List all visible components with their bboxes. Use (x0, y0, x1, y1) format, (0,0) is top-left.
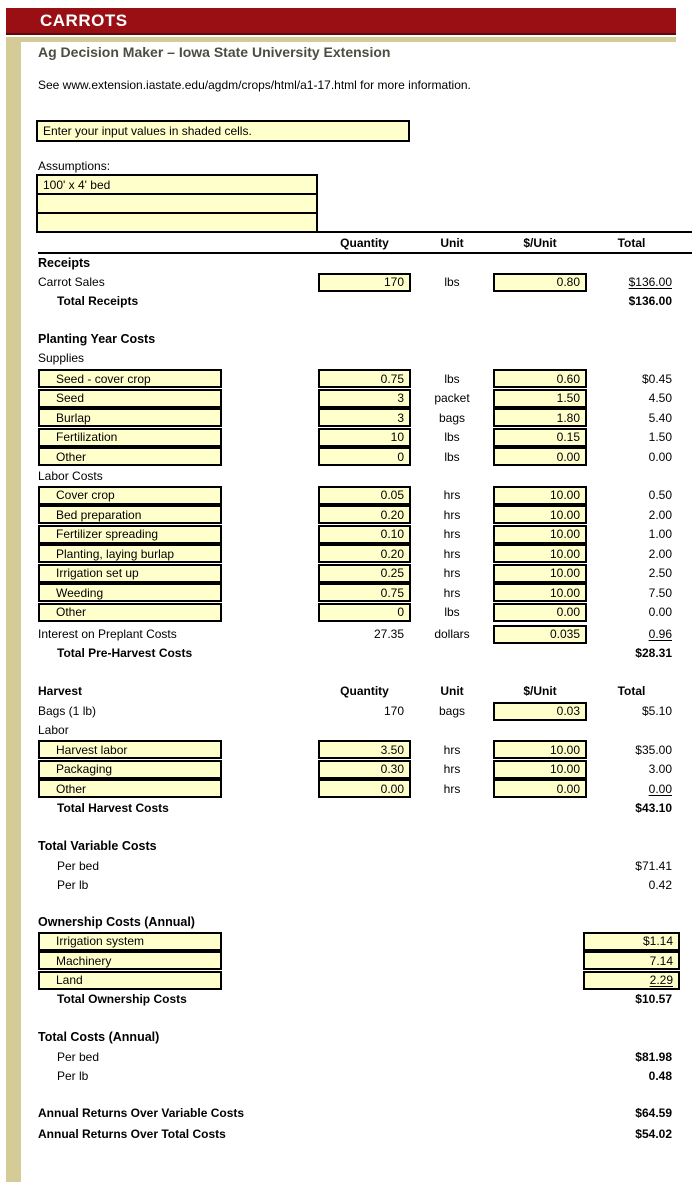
total-per-lb-row (38, 1069, 692, 1083)
item-label: Weeding (56, 585, 104, 600)
quantity-input[interactable] (318, 740, 411, 759)
quantity-value: 3 (397, 410, 404, 425)
price-value: 0.00 (556, 449, 580, 464)
quantity-input[interactable] (318, 447, 411, 466)
instruction-text: Enter your input values in shaded cells. (43, 124, 252, 138)
total-value: 2.00 (648, 507, 672, 522)
total-value: 2.00 (648, 546, 672, 561)
total-label: Total Pre-Harvest Costs (57, 646, 193, 660)
item-label: Burlap (56, 410, 91, 425)
quantity-input[interactable] (318, 369, 411, 388)
total-preharvest-row (38, 646, 692, 660)
supplies-label: Supplies (38, 351, 85, 365)
unit-label: hrs (443, 781, 461, 796)
unit-label: bags (438, 410, 466, 425)
item-label: Irrigation set up (56, 566, 139, 581)
quantity-value: 0.75 (380, 585, 404, 600)
returns-over-total-row (38, 1127, 692, 1141)
assumption-cell-1[interactable] (36, 174, 318, 195)
quantity-input[interactable] (318, 428, 411, 447)
cost-value: 7.14 (649, 953, 673, 968)
total-label: Total Ownership Costs (57, 992, 187, 1006)
receipts-heading: Receipts (38, 256, 91, 270)
unit-label: hrs (443, 566, 461, 581)
price-value: 1.50 (556, 391, 580, 406)
total-value: $5.10 (641, 704, 672, 718)
price-value: 0.03 (556, 704, 580, 718)
unit-label: hrs (443, 762, 461, 777)
row-label: Per bed (57, 1050, 100, 1064)
total-per-bed-row (38, 1050, 692, 1064)
item-label-input[interactable] (38, 603, 222, 622)
harvest-labor-row (38, 760, 692, 780)
item-label-input[interactable] (38, 564, 222, 583)
total-value: $136.00 (628, 294, 672, 308)
price-input[interactable] (493, 486, 587, 505)
labor-row (38, 564, 692, 584)
total-value: $10.57 (635, 992, 672, 1006)
quantity-value: 27.35 (373, 627, 404, 641)
total-value: 2.50 (648, 566, 672, 581)
ownership-heading: Ownership Costs (Annual) (38, 914, 195, 929)
total-value: 1.00 (648, 527, 672, 542)
price-input[interactable] (493, 505, 587, 524)
row-label: Annual Returns Over Total Costs (38, 1127, 226, 1141)
unit-label: hrs (443, 507, 461, 522)
bags-row (38, 701, 692, 721)
quantity-input[interactable] (318, 583, 411, 602)
price-input[interactable] (493, 408, 587, 427)
labor-costs-label: Labor Costs (38, 468, 103, 483)
total-value: $71.41 (635, 858, 672, 873)
price-value: 0.80 (556, 275, 580, 289)
crop-title-band (6, 8, 676, 35)
supply-row (38, 389, 692, 409)
quantity-value: 10 (390, 430, 404, 445)
item-label-input[interactable] (38, 951, 222, 970)
item-label-input[interactable] (38, 505, 222, 524)
labor-row (38, 505, 692, 525)
price-value: 0.15 (556, 430, 580, 445)
price-value: 1.80 (556, 410, 580, 425)
harvest-labor-row (38, 779, 692, 799)
worksheet-content (21, 41, 692, 1141)
unit-label: lbs (444, 605, 460, 620)
item-label: Fertilization (56, 430, 118, 445)
price-value: 0.035 (549, 627, 580, 641)
labor-row (38, 544, 692, 564)
price-value: 0.00 (556, 781, 580, 796)
unit-label: hrs (443, 527, 461, 542)
row-label: Per lb (57, 1069, 89, 1083)
row-label: Per bed (57, 858, 100, 873)
price-value: 10.00 (549, 585, 580, 600)
column-header-quantity: Quantity (340, 684, 389, 698)
price-value: 10.00 (549, 546, 580, 561)
item-label-input[interactable] (38, 971, 222, 990)
price-input[interactable] (493, 564, 587, 583)
supply-row (38, 447, 692, 467)
carrot-sales-row (38, 272, 692, 292)
unit-label: hrs (443, 742, 461, 757)
labor-row (38, 603, 692, 623)
total-value: 0.00 (648, 781, 672, 796)
price-input[interactable] (493, 544, 587, 563)
quantity-input[interactable] (318, 486, 411, 505)
item-label: Machinery (56, 953, 112, 968)
cost-input[interactable] (583, 971, 680, 990)
item-label: Irrigation system (56, 934, 145, 949)
harvest-labor-row (38, 740, 692, 760)
total-value: $28.31 (635, 646, 672, 660)
row-label: Carrot Sales (38, 274, 105, 289)
header-rule-bottom (38, 252, 692, 254)
unit-label: hrs (443, 585, 461, 600)
variable-costs-heading: Total Variable Costs (38, 838, 157, 853)
quantity-input[interactable] (318, 505, 411, 524)
cost-value: 2.29 (649, 973, 673, 988)
instruction-box (36, 120, 410, 142)
price-value: 10.00 (549, 507, 580, 522)
supply-row (38, 408, 692, 428)
app-subtitle: Ag Decision Maker – Iowa State University Extension (38, 44, 391, 60)
quantity-input[interactable] (318, 525, 411, 544)
price-value: 0.00 (556, 605, 580, 620)
total-value: 0.42 (648, 877, 672, 892)
quantity-value: 0.05 (380, 488, 404, 503)
price-value: 10.00 (549, 742, 580, 757)
total-receipts-row (38, 294, 692, 308)
supply-row (38, 369, 692, 389)
quantity-input[interactable] (318, 544, 411, 563)
total-costs-heading: Total Costs (Annual) (38, 1030, 160, 1044)
total-ownership-row (38, 992, 692, 1006)
ownership-row (38, 951, 680, 971)
price-value: 10.00 (549, 566, 580, 581)
total-value: 0.48 (648, 1069, 672, 1083)
item-label: Harvest labor (56, 742, 128, 757)
item-label: Cover crop (56, 488, 115, 503)
price-input[interactable] (493, 760, 587, 779)
quantity-input[interactable] (318, 779, 411, 798)
price-input[interactable] (493, 428, 587, 447)
unit-label: hrs (443, 546, 461, 561)
item-label: Other (56, 781, 87, 796)
ownership-row (38, 932, 680, 952)
assumptions-label: Assumptions: (38, 159, 111, 173)
total-value: 4.50 (648, 391, 672, 406)
assumption-cell-2[interactable] (36, 193, 318, 214)
price-input[interactable] (493, 702, 587, 721)
quantity-input[interactable] (318, 760, 411, 779)
quantity-value: 0 (397, 605, 404, 620)
unit-label: lbs (444, 371, 460, 386)
quantity-value: 0.25 (380, 566, 404, 581)
item-label: Other (56, 449, 87, 464)
price-input[interactable] (493, 625, 587, 644)
column-header-per-unit: $/Unit (523, 684, 557, 698)
price-input[interactable] (493, 447, 587, 466)
variable-per-lb-row (38, 878, 692, 892)
tan-left-strip (6, 37, 21, 1182)
total-label: Total Harvest Costs (57, 800, 169, 815)
item-label-input[interactable] (38, 369, 222, 388)
total-value: $0.45 (641, 371, 672, 386)
price-input[interactable] (493, 525, 587, 544)
cost-value: $1.14 (642, 934, 673, 949)
item-label: Bed preparation (56, 507, 142, 522)
quantity-value: 0.20 (380, 546, 404, 561)
row-label: Per lb (57, 877, 89, 892)
item-label: Land (56, 973, 83, 988)
price-input[interactable] (493, 740, 587, 759)
row-label: Bags (1 lb) (38, 703, 97, 718)
header-rule-top (318, 231, 692, 233)
item-label-input[interactable] (38, 760, 222, 779)
price-value: 10.00 (549, 762, 580, 777)
price-input[interactable] (493, 273, 587, 292)
price-input[interactable] (493, 779, 587, 798)
quantity-value: 0.75 (380, 371, 404, 386)
cost-input[interactable] (583, 951, 680, 970)
item-label-input[interactable] (38, 486, 222, 505)
quantity-value: 3.50 (380, 742, 404, 757)
item-label: Seed - cover crop (56, 371, 151, 386)
item-label: Fertilizer spreading (56, 527, 159, 542)
quantity-value: 0 (397, 449, 404, 464)
quantity-input[interactable] (318, 564, 411, 583)
unit-label: hrs (443, 488, 461, 503)
quantity-value: 0.20 (380, 507, 404, 522)
labor-row (38, 486, 692, 506)
total-value: 0.00 (648, 449, 672, 464)
info-line: See www.extension.iastate.edu/agdm/crops/html/a1-17.html for more information. (38, 78, 471, 92)
unit-label: bags (438, 704, 466, 718)
price-input[interactable] (493, 369, 587, 388)
unit-label: dollars (434, 627, 470, 641)
unit-label: lbs (444, 449, 460, 464)
item-label: Other (56, 605, 87, 620)
quantity-value: 170 (383, 275, 404, 289)
total-value: $81.98 (635, 1050, 672, 1064)
supply-row (38, 428, 692, 448)
unit-label: lbs (444, 430, 460, 445)
column-header-row (38, 234, 692, 252)
total-label: Total Receipts (57, 294, 139, 308)
quantity-value: 3 (397, 391, 404, 406)
total-value: $64.59 (635, 1106, 672, 1120)
unit-label: lbs (444, 275, 460, 289)
column-header-total: Total (617, 236, 646, 250)
ownership-row (38, 971, 680, 991)
column-header-per-unit: $/Unit (523, 236, 557, 250)
total-value: $43.10 (635, 800, 672, 815)
item-label-input[interactable] (38, 740, 222, 759)
item-label-input[interactable] (38, 408, 222, 427)
item-label: Seed (56, 391, 85, 406)
price-value: 10.00 (549, 488, 580, 503)
harvest-labor-label: Labor (38, 723, 69, 737)
labor-row (38, 583, 692, 603)
row-label: Interest on Preplant Costs (38, 626, 177, 641)
price-input[interactable] (493, 603, 587, 622)
quantity-value: 0.00 (380, 781, 404, 796)
total-value: 0.50 (648, 488, 672, 503)
total-value: $35.00 (635, 742, 672, 757)
price-value: 0.60 (556, 371, 580, 386)
total-value: 7.50 (648, 585, 672, 600)
price-input[interactable] (493, 583, 587, 602)
item-label-input[interactable] (38, 544, 222, 563)
quantity-value: 0.30 (380, 762, 404, 777)
harvest-heading: Harvest (38, 684, 83, 698)
quantity-input[interactable] (318, 389, 411, 408)
unit-label: packet (434, 391, 470, 406)
row-label: Annual Returns Over Variable Costs (38, 1106, 245, 1120)
total-value: 0.00 (648, 605, 672, 620)
total-value: 1.50 (648, 430, 672, 445)
page-title: CARROTS (40, 11, 128, 30)
item-label: Packaging (56, 762, 113, 777)
item-label-input[interactable] (38, 389, 222, 408)
total-value: 5.40 (648, 410, 672, 425)
total-value: $54.02 (635, 1127, 672, 1141)
item-label-input[interactable] (38, 932, 222, 951)
variable-per-bed-row (38, 859, 692, 873)
interest-row (38, 624, 692, 644)
item-label-input[interactable] (38, 428, 222, 447)
item-label-input[interactable] (38, 525, 222, 544)
total-value: 0.96 (648, 627, 672, 641)
quantity-input[interactable] (318, 273, 411, 292)
item-label-input[interactable] (38, 583, 222, 602)
quantity-value: 170 (383, 704, 404, 718)
quantity-input[interactable] (318, 603, 411, 622)
item-label: Planting, laying burlap (56, 546, 175, 561)
column-header-total: Total (617, 684, 646, 698)
price-value: 10.00 (549, 527, 580, 542)
harvest-header-row (38, 682, 692, 700)
total-value: $136.00 (628, 275, 672, 289)
price-input[interactable] (493, 389, 587, 408)
cost-input[interactable] (583, 932, 680, 951)
column-header-quantity: Quantity (340, 236, 389, 250)
quantity-input[interactable] (318, 408, 411, 427)
item-label-input[interactable] (38, 779, 222, 798)
column-header-unit: Unit (440, 684, 464, 698)
total-harvest-row (38, 801, 692, 815)
assumption-value: 100' x 4' bed (43, 177, 111, 192)
quantity-value: 0.10 (380, 527, 404, 542)
labor-row (38, 525, 692, 545)
assumption-cell-3[interactable] (36, 212, 318, 233)
item-label-input[interactable] (38, 447, 222, 466)
returns-over-variable-row (38, 1106, 692, 1120)
planting-heading: Planting Year Costs (38, 332, 156, 346)
column-header-unit: Unit (440, 236, 464, 250)
total-value: 3.00 (648, 762, 672, 777)
